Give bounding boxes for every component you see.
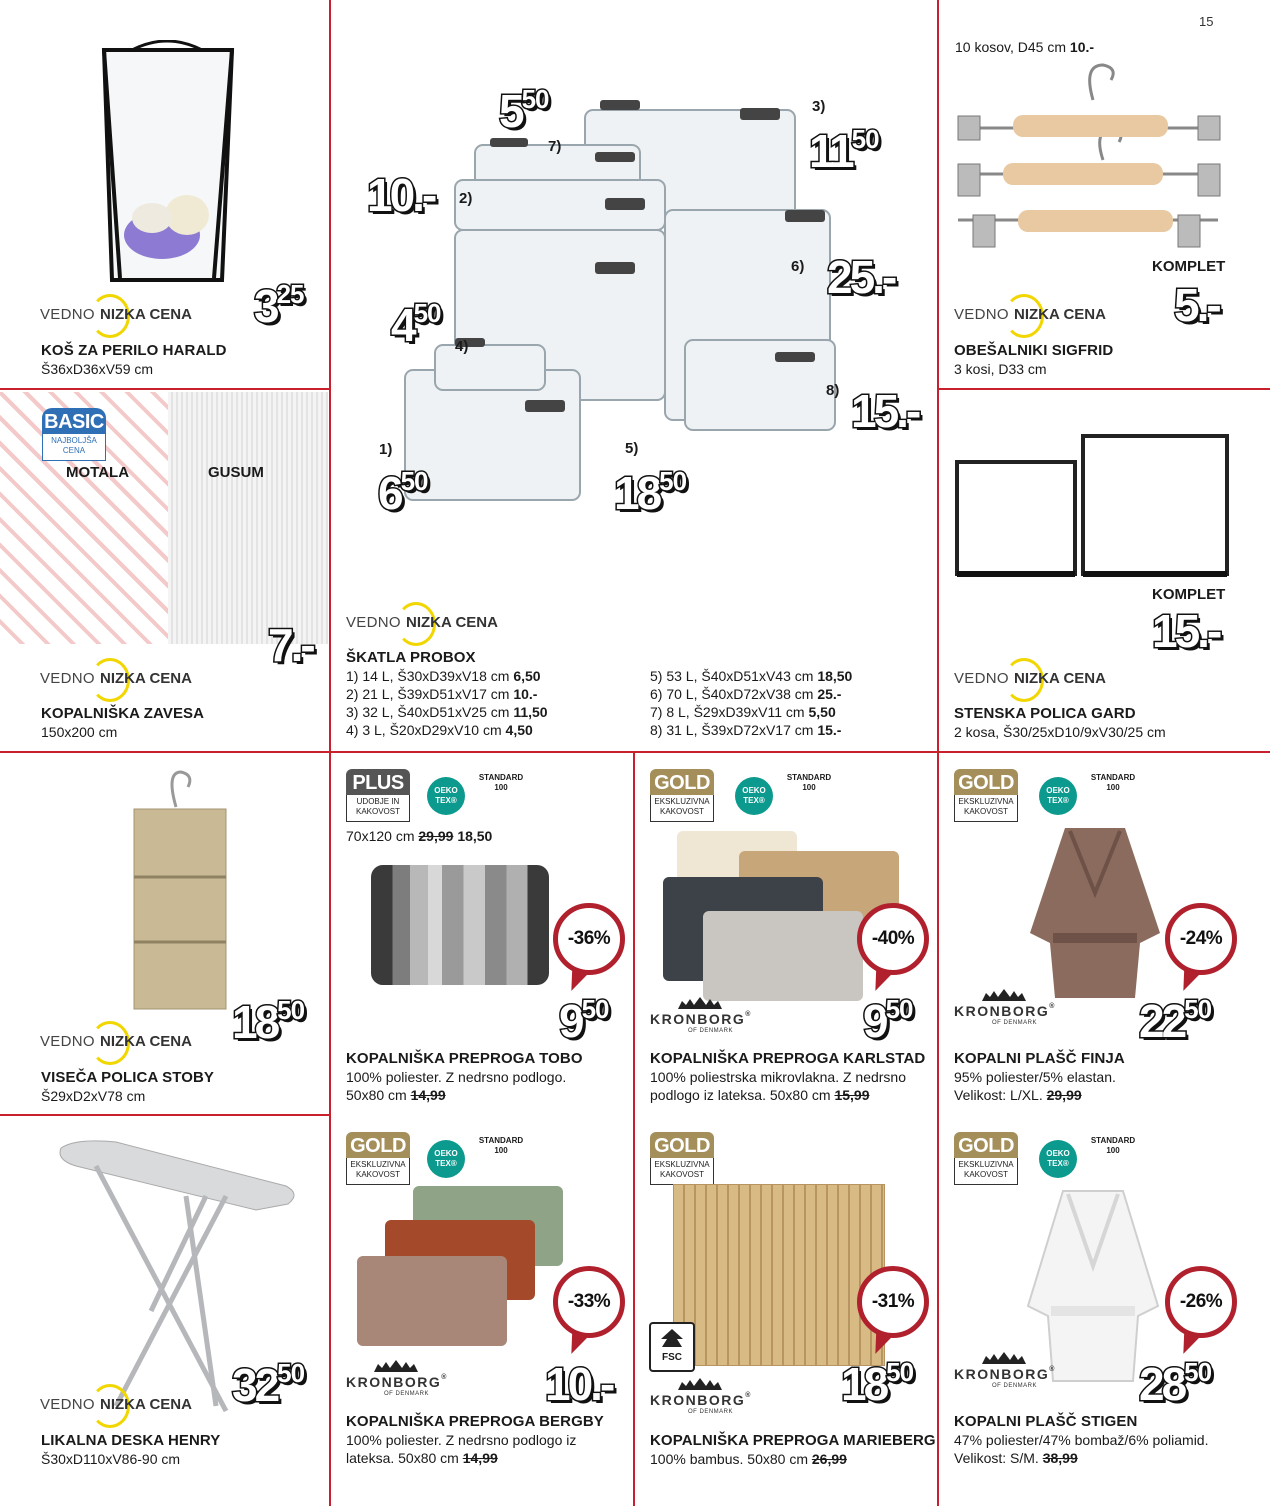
name-sigfrid: OBEŠALNIKI SIGFRID [954, 342, 1114, 359]
price-finja: 2250 [1139, 994, 1212, 1047]
wall-shelf-image [953, 430, 1233, 580]
kronborg-logo: KRONBORG® OF DENMARK [346, 1360, 456, 1400]
name-tobo: KOPALNIŠKA PREPROGA TOBO [346, 1050, 583, 1067]
name-stoby: VISEČA POLICA STOBY [41, 1069, 215, 1086]
vedno-nizka-cena-logo: VEDNO NIZKA CENA [40, 294, 210, 334]
discount-finja: -24% [1165, 903, 1237, 975]
discount-stigen: -26% [1165, 1266, 1237, 1338]
name-harald: KOŠ ZA PERILO HARALD [41, 342, 227, 359]
discount-tobo: -36% [553, 903, 625, 975]
gold-badge: GOLD EKSKLUZIVNA KAKOVOST [954, 769, 1018, 827]
desc-karlstad: 100% poliestrska mikrovlakna. Z nedrsno podlogo iz lateksa. 50x80 cm 15,99 [650, 1069, 907, 1103]
fsc-logo: FSC [649, 1322, 695, 1372]
vedno-nizka-cena-logo: VEDNO NIZKA CENA [954, 294, 1124, 334]
hangers-image [953, 60, 1228, 260]
name-zavesa: KOPALNIŠKA ZAVESA [41, 705, 205, 722]
price-karlstad: 950 [863, 994, 913, 1047]
price-zavesa: 7.- [268, 619, 313, 671]
name-gard: STENSKA POLICA GARD [954, 705, 1136, 722]
name-probox: ŠKATLA PROBOX [346, 649, 476, 666]
desc-finja: 95% poliester/5% elastan. Velikost: L/XL. 29,99 [954, 1069, 1116, 1103]
desc-henry: Š30xD110xV86-90 cm [41, 1451, 181, 1467]
komplet-label: KOMPLET [1152, 586, 1226, 603]
price-bergby: 10.- [545, 1358, 613, 1410]
gold-badge: GOLD EKSKLUZIVNA KAKOVOST [346, 1132, 410, 1190]
plus-badge: PLUS UDOBJE IN KAKOVOST [346, 769, 410, 827]
tobo-size-note: 70x120 cm 29,99 18,50 [346, 828, 493, 844]
price-marieberg: 1850 [841, 1357, 914, 1410]
basic-badge: BASIC NAJBOLJŠA CENA [42, 408, 106, 466]
discount-marieberg: -31% [857, 1266, 929, 1338]
desc-harald: Š36xD36xV59 cm [41, 361, 154, 377]
product-stoby [0, 753, 329, 1114]
komplet-label: KOMPLET [1152, 258, 1226, 275]
product-harald [0, 0, 329, 388]
price-henry: 3250 [232, 1358, 305, 1411]
oeko-tex-badge: OEKO TEX® STANDARD 100 [427, 773, 537, 821]
kronborg-logo: KRONBORG® OF DENMARK [954, 989, 1064, 1029]
kronborg-logo: KRONBORG® OF DENMARK [650, 997, 760, 1037]
rug-tobo-image [371, 865, 549, 985]
price-gard: 15.- [1152, 605, 1220, 657]
product-karlstad [635, 753, 937, 1114]
desc-stigen: 47% poliester/47% bombaž/6% poliamid. Velikost: S/M. 38,99 [954, 1432, 1209, 1466]
desc-zavesa: 150x200 cm [41, 724, 118, 740]
product-stigen [939, 1116, 1270, 1506]
curtain-gusum-image [168, 392, 328, 644]
product-finja [939, 753, 1270, 1114]
label-motala: MOTALA [66, 464, 130, 481]
name-henry: LIKALNA DESKA HENRY [41, 1432, 221, 1449]
vedno-nizka-cena-logo: VEDNO NIZKA CENA [40, 658, 210, 698]
vedno-nizka-cena-logo: VEDNO NIZKA CENA [954, 658, 1124, 698]
name-finja: KOPALNI PLAŠČ FINJA [954, 1050, 1125, 1067]
oeko-tex-badge: OEKO TEX® STANDARD 100 [427, 1136, 537, 1184]
price-stoby: 1850 [232, 995, 305, 1048]
name-stigen: KOPALNI PLAŠČ STIGEN [954, 1413, 1138, 1430]
name-karlstad: KOPALNIŠKA PREPROGA KARLSTAD [650, 1050, 926, 1067]
label-gusum: GUSUM [208, 464, 264, 481]
sigfrid-top-note: 10 kosov, D45 cm 10.- [955, 39, 1095, 55]
product-bergby [331, 1116, 633, 1506]
name-marieberg: KOPALNIŠKA PREPROGA MARIEBERG [650, 1432, 936, 1449]
vedno-nizka-cena-logo: VEDNO NIZKA CENA [40, 1384, 210, 1424]
kronborg-logo: KRONBORG® OF DENMARK [954, 1352, 1064, 1392]
product-gard [939, 390, 1270, 751]
desc-marieberg: 100% bambus. 50x80 cm 26,99 [650, 1451, 847, 1467]
product-zavesa [0, 390, 329, 751]
discount-bergby: -33% [553, 1266, 625, 1338]
name-bergby: KOPALNIŠKA PREPROGA BERGBY [346, 1413, 604, 1430]
bamboo-mat-image [673, 1184, 885, 1366]
vedno-nizka-cena-logo: VEDNO NIZKA CENA [346, 602, 516, 642]
gold-badge: GOLD EKSKLUZIVNA KAKOVOST [650, 769, 714, 827]
storage-boxes-image [395, 90, 845, 510]
desc-sigfrid: 3 kosi, D33 cm [954, 361, 1047, 377]
product-probox: 7) 550 3) 1150 2) 10.- 6) 25.- 4) 450 8) 15.- 1) 650 5) 1850 VEDNO NIZKA CENA ŠKATLA PROBOX 1) 14 L, Š30xD39xV18 cm 6,50 2) 21 L, Š39xD51xV17 cm 10.- 3) 32 L, Š40xD51xV25 cm 11,50 4) 3 L, Š20xD29xV10 cm 4,50 5) 53 L, Š40xD51xV43 cm 18,50 6) 70 L, Š40xD72xV38 cm 25.- 7) 8 L, Š29xD39xV11 cm 5,50 8) 31 L, Š39xD72xV17 cm 15.- [346, 84, 919, 738]
desc-stoby: Š29xD2xV78 cm [41, 1088, 146, 1104]
kronborg-logo: KRONBORG® OF DENMARK [650, 1378, 760, 1418]
price-sigfrid: 5.- [1174, 279, 1219, 331]
laundry-basket-image [92, 40, 242, 285]
gold-badge: GOLD EKSKLUZIVNA KAKOVOST [650, 1132, 714, 1190]
price-stigen: 2850 [1139, 1357, 1212, 1410]
hanging-shelf-image [126, 767, 236, 1017]
product-sigfrid [939, 0, 1270, 388]
rug-bergby-image [357, 1186, 567, 1346]
bathrobe-finja-image [1025, 823, 1165, 1003]
vedno-nizka-cena-logo: VEDNO NIZKA CENA [40, 1021, 210, 1061]
oeko-tex-badge: OEKO TEX® STANDARD 100 [1039, 1136, 1149, 1184]
desc-bergby: 100% poliester. Z nedrsno podlogo iz lateksa. 50x80 cm 14,99 [346, 1432, 577, 1466]
product-tobo [331, 753, 633, 1114]
desc-gard: 2 kosa, Š30/25xD10/9xV30/25 cm [954, 724, 1166, 740]
oeko-tex-badge: OEKO TEX® STANDARD 100 [1039, 773, 1149, 821]
page-number: 15 [1199, 14, 1214, 29]
price-tobo: 950 [559, 994, 609, 1047]
desc-tobo: 100% poliester. Z nedrsno podlogo. 50x80 cm 14,99 [346, 1069, 567, 1103]
price-harald: 325 [254, 279, 304, 332]
probox-sizes-left: 1) 14 L, Š30xD39xV18 cm 6,50 2) 21 L, Š39xD51xV17 cm 10.- 3) 32 L, Š40xD51xV25 cm 11,50 4) 3 L, Š20xD29xV10 cm 4,50 [346, 668, 548, 738]
product-henry [0, 1116, 329, 1506]
probox-sizes-right: 5) 53 L, Š40xD51xV43 cm 18,50 6) 70 L, Š40xD72xV38 cm 25.- 7) 8 L, Š29xD39xV11 cm 5,50 8) 31 L, Š39xD72xV17 cm 15.- [650, 668, 853, 738]
discount-karlstad: -40% [857, 903, 929, 975]
gold-badge: GOLD EKSKLUZIVNA KAKOVOST [954, 1132, 1018, 1190]
oeko-tex-badge: OEKO TEX® STANDARD 100 [735, 773, 845, 821]
product-marieberg [635, 1116, 937, 1506]
